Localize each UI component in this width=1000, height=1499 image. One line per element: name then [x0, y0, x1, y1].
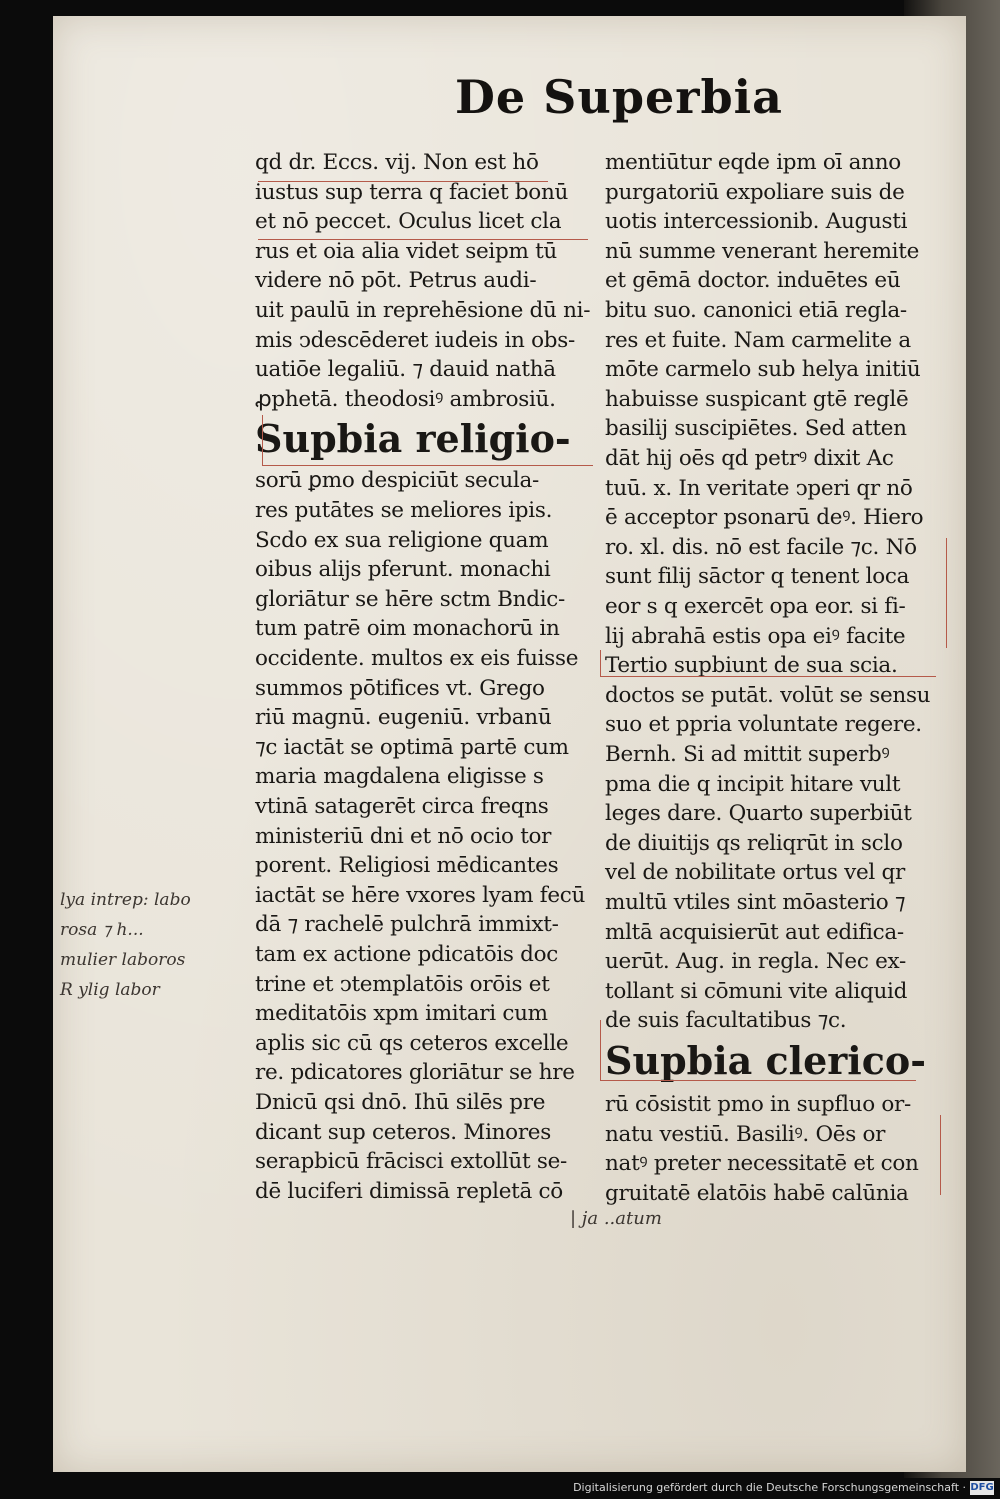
red-bracket	[262, 415, 593, 466]
text-line: uit paulū in reprehēsione dū ni-	[255, 298, 591, 323]
text-line: dā ⁊ rachelē pulchrā immixt-	[255, 912, 559, 938]
text-line: rus et oia alia videt seipm tū	[255, 238, 557, 264]
text-line: natꝰ preter necessitatē et con	[605, 1151, 919, 1177]
red-underline	[258, 239, 588, 240]
bottom-annotation: | ja ..atum	[570, 1208, 662, 1229]
text-line: Tertio supbiunt de sua scia.	[605, 653, 898, 679]
text-line: ministeriū dni et nō ocio tor	[255, 823, 552, 849]
text-line: dāt hij oēs qd petrꝰ dixit Ac	[605, 446, 894, 471]
text-line: ꝓphetā. theodosiꝰ ambrosiū.	[255, 386, 556, 412]
text-line: leges dare. Quarto superbiūt	[605, 801, 912, 827]
text-line: habuisse suspicant gtē reglē	[605, 386, 909, 412]
dfg-logo: DFG	[970, 1482, 994, 1493]
text-line: summos pōtifices vt. Grego	[255, 675, 545, 701]
text-line: meditatōis xpm imitari cum	[255, 1001, 548, 1027]
text-line: suo et ppria voluntate regere.	[605, 712, 922, 738]
text-line: trine et ↄtemplatōis orōis et	[255, 971, 550, 997]
text-line: tum patrē oim monachorū in	[255, 616, 560, 642]
red-margin-line	[946, 538, 947, 648]
text-line: ē acceptor psonarū deꝰ. Hiero	[605, 505, 924, 531]
text-line: Dnicū qsi dnō. Ihū silēs pre	[255, 1090, 546, 1115]
text-line: uerūt. Aug. in regla. Nec ex-	[605, 949, 906, 975]
text-line: tuū. x. In veritate ↄperi qr nō	[605, 475, 913, 501]
margin-annotation-line: rosa ⁊ h...	[60, 920, 144, 940]
text-line: iactāt se hēre vxores lyam fecū	[255, 882, 586, 908]
text-line: res putātes se meliores ipis.	[255, 498, 553, 523]
text-line: de suis facultatibus ⁊c.	[605, 1008, 847, 1034]
text-line: occidente. multos ex eis fuisse	[255, 646, 579, 671]
left-column	[255, 0, 600, 1499]
text-line: basilij suscipiētes. Sed atten	[605, 416, 907, 442]
text-line: maria magdalena eligisse s	[255, 764, 544, 790]
red-margin-line	[940, 1115, 941, 1195]
text-line: purgatoriū expoliare suis de	[605, 179, 905, 205]
text-line: vel de nobilitate ortus vel qr	[605, 860, 905, 886]
text-line: pma die q incipit hitare vult	[605, 771, 901, 797]
text-line: oibus alijs pferunt. monachi	[255, 557, 551, 583]
text-line: riū magnū. eugeniū. vrbanū	[255, 705, 552, 731]
right-column	[605, 0, 950, 1499]
section-heading: Supbia clerico-	[605, 1038, 926, 1083]
red-underline	[258, 181, 548, 182]
margin-annotation-line: mulier laboros	[60, 950, 186, 970]
text-line: res et fuite. Nam carmelite a	[605, 327, 911, 353]
text-line: aplis sic cū qs ceteros excelle	[255, 1030, 569, 1056]
text-line: doctos se putāt. volūt se sensu	[605, 682, 931, 708]
footer-credit: Digitalisierung gefördert durch die Deutsche Forschungsgemeinschaft ·	[573, 1481, 966, 1494]
text-line: gloriātur se hēre sctm Bndic-	[255, 586, 565, 612]
text-line: tam ex actione pdicatōis doc	[255, 942, 559, 967]
section-heading: Supbia religio-	[255, 416, 571, 462]
running-head: De Superbia	[455, 70, 783, 124]
text-line: uotis intercessionib. Augusti	[605, 209, 908, 235]
text-line: iustus sup terra q faciet bonū	[255, 179, 569, 205]
text-line: sorū ꝑmo despiciūt secula-	[255, 468, 539, 494]
text-line: et gēmā doctor. induētes eū	[605, 268, 901, 294]
text-line: eor s q exercēt opa eor. si fi-	[605, 594, 906, 619]
red-bracket	[600, 650, 936, 677]
text-line: rū cōsistit pmo in supfluo or-	[605, 1092, 911, 1117]
text-line: de diuitijs qs reliqrūt in sclo	[605, 830, 903, 856]
text-line: ⁊c iactāt se optimā partē cum	[255, 734, 569, 760]
margin-annotation-line: R ylig labor	[60, 980, 160, 1000]
text-line: sunt filij sāctor q tenent loca	[605, 564, 910, 590]
text-line: mōte carmelo sub helya initiū	[605, 357, 921, 383]
text-line: serapbicū frācisci extollūt se-	[255, 1149, 567, 1175]
text-line: uatiōe legaliū. ⁊ dauid nathā	[255, 357, 556, 383]
text-line: qd dr. Eccs. vij. Non est hō	[255, 150, 539, 175]
text-line: natu vestiū. Basiliꝰ. Oēs or	[605, 1121, 886, 1147]
text-line: tollant si cōmuni vite aliquid	[605, 978, 908, 1004]
text-line: gruitatē elatōis habē calūnia	[605, 1180, 909, 1206]
text-line: vtinā satagerēt circa freqns	[255, 794, 549, 819]
text-line: mltā acquisierūt aut edifica-	[605, 919, 904, 945]
text-line: Scdo ex sua religione quam	[255, 527, 549, 553]
text-line: videre nō pōt. Petrus audi-	[255, 268, 537, 294]
text-line: mis ↄdescēderet iudeis in obs-	[255, 327, 575, 353]
red-bracket	[600, 1020, 916, 1081]
text-line: Bernh. Si ad mittit superbꝰ	[605, 742, 890, 767]
text-line: et nō peccet. Oculus licet cla	[255, 209, 562, 235]
margin-annotation-line: lya intrep: labo	[60, 890, 191, 910]
text-line: multū vtiles sint mōasterio ⁊	[605, 890, 906, 915]
text-line: bitu suo. canonici etiā regla-	[605, 298, 907, 323]
text-line: dicant sup ceteros. Minores	[255, 1119, 551, 1145]
footer-bar	[0, 1478, 1000, 1499]
text-line: re. pdicatores gloriātur se hre	[255, 1060, 575, 1086]
text-line: porent. Religiosi mēdicantes	[255, 853, 559, 879]
text-line: lij abrahā estis opa eiꝰ facite	[605, 623, 906, 649]
text-line: nū summe venerant heremite	[605, 238, 919, 264]
text-line: ro. xl. dis. nō est facile ⁊c. Nō	[605, 534, 917, 560]
text-line: dē luciferi dimissā repletā cō	[255, 1178, 563, 1204]
text-line: mentiūtur eqde ipm oī anno	[605, 150, 901, 175]
